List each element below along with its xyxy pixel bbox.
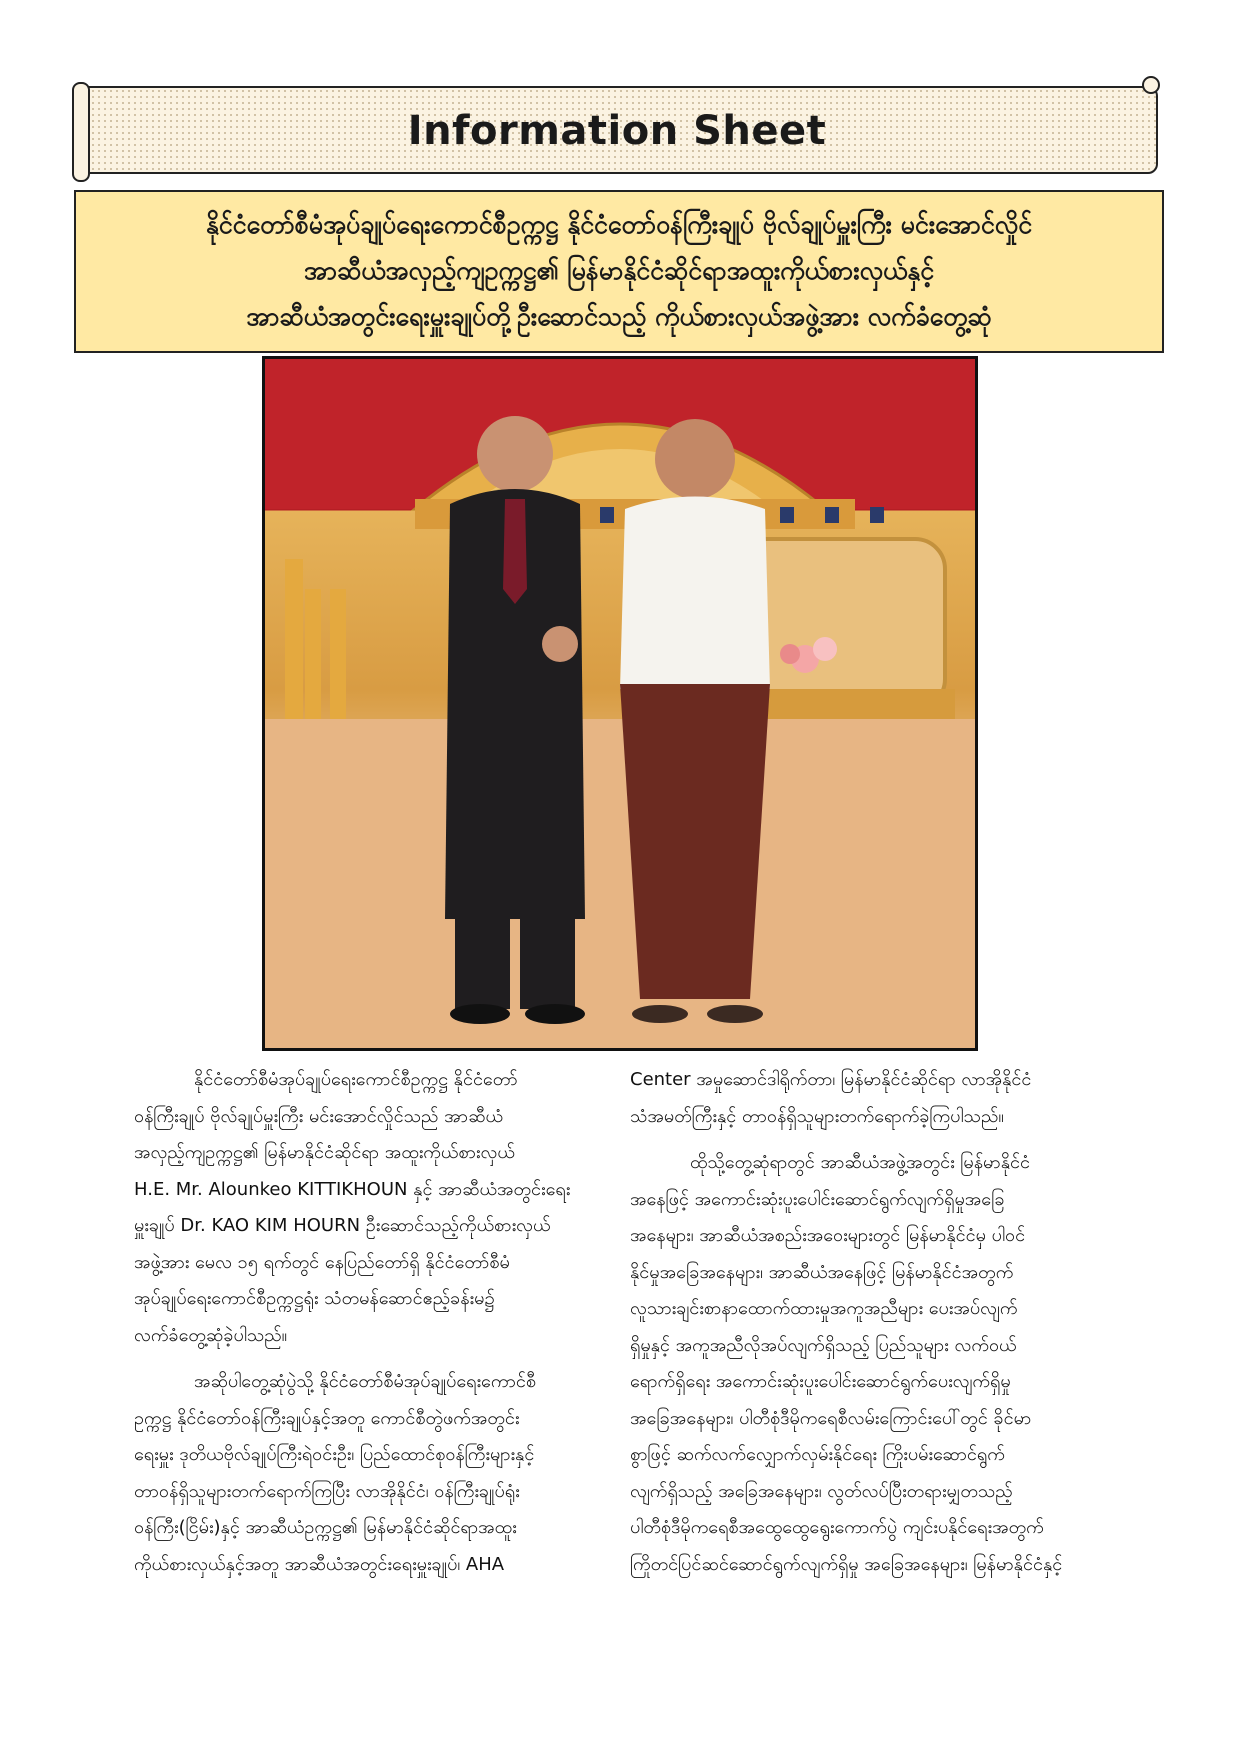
headline-line: နိုင်ငံတော်စီမံအုပ်ချုပ်ရေးကောင်စီဥက္ကဋ္ဌ နိုင်ငံတော်ဝန်ကြီးချုပ် ဗိုလ်ချုပ်မှူးကြီး မင်းအောင်လှိုင်: [205, 210, 1033, 239]
text-line: ပါတီစုံဒီမိုကရေစီအထွေထွေရွေးကောက်ပွဲ ကျင်းပနိုင်ရေးအတွက်: [630, 1517, 1044, 1538]
text-line: သံအမတ်ကြီးနှင့် တာဝန်ရှိသူများတက်ရောက်ခဲ့ကြပါသည်။: [630, 1105, 1004, 1127]
text-line: လျက်ရှိသည့် အခြေအနေများ၊ လွတ်လပ်ပြီးတရားမျှတသည့်: [630, 1480, 1013, 1502]
text-line: ရေးမှူး ဒုတိယဗိုလ်ချုပ်ကြီးရဲဝင်းဦး၊ ပြည်ထောင်စုဝန်ကြီးများနှင့်: [134, 1444, 535, 1465]
text-line: နိုင်ငံတော်စီမံအုပ်ချုပ်ရေးကောင်စီဥက္ကဋ္ဌ နိုင်ငံတော်: [194, 1069, 518, 1090]
text-line: ကိုယ်စားလှယ်နှင့်အတူ အာဆီယံအတွင်းရေးမှူးချုပ်၊ AHA: [134, 1553, 505, 1575]
paragraph: [134, 1062, 606, 1354]
text-line: ကြိုတင်ပြင်ဆင်ဆောင်ရွက်လျက်ရှိမှု အခြေအနေများ၊ မြန်မာနိုင်ငံနှင့်: [630, 1553, 1063, 1575]
text-line: အခြေအနေများ၊ ပါတီစုံဒီမိုကရေစီလမ်းကြောင်းပေါ်တွင် ခိုင်မာ: [630, 1407, 1032, 1429]
photo-illustration: [265, 359, 975, 1048]
scroll-curl-right: [1142, 76, 1160, 94]
text-line: ဝန်ကြီးချုပ် ဗိုလ်ချုပ်မှူးကြီး မင်းအောင်လှိုင်သည် အာဆီယံ: [134, 1105, 503, 1127]
text-line: နိုင်မှုအခြေအနေများ၊ အာဆီယံအနေဖြင့် မြန်မာနိုင်ငံအတွက်: [630, 1261, 1014, 1283]
headline-line: အာဆီယံအလှည့်ကျဥက္ကဋ္ဌ၏ မြန်မာနိုင်ငံဆိုင်ရာအထူးကိုယ်စားလှယ်နှင့်: [303, 256, 935, 285]
text-line: အဆိုပါတွေ့ဆုံပွဲသို့ နိုင်ငံတော်စီမံအုပ်ချုပ်ရေးကောင်စီ: [194, 1371, 536, 1392]
text-line: တာဝန်ရှိသူများတက်ရောက်ကြပြီး လာအိုနိုင်ငံ၊ ဝန်ကြီးချုပ်ရုံး: [134, 1480, 520, 1502]
text-line: လူသားချင်းစာနာထောက်ထားမှုအကူအညီများ ပေးအပ်လျက်: [630, 1298, 1018, 1319]
text-line: ဥက္ကဋ္ဌ နိုင်ငံတော်ဝန်ကြီးချုပ်နှင့်အတူ ကောင်စီတွဲဖက်အတွင်း: [134, 1407, 520, 1429]
text-line: H.E. Mr. Alounkeo KITTIKHOUN နှင့် အာဆီယံအတွင်းရေး: [134, 1178, 571, 1200]
text-line: မှူးချုပ် Dr. KAO KIM HOURN ဦးဆောင်သည့်ကိုယ်စားလှယ်: [134, 1215, 551, 1236]
text-line: ထိုသို့တွေ့ဆုံရာတွင် အာဆီယံအဖွဲ့အတွင်း မြန်မာနိုင်ငံ: [690, 1152, 1030, 1173]
page-title: Information Sheet: [407, 108, 827, 154]
paragraph: [630, 1145, 1102, 1583]
handshake-photo: [262, 356, 978, 1051]
text-line: အုပ်ချုပ်ရေးကောင်စီဥက္ကဋ္ဌရုံး သံတမန်ဆောင်ဧည့်ခန်းမ၌: [134, 1288, 495, 1309]
text-line: ရှိမှုနှင့် အကူအညီလိုအပ်လျက်ရှိသည့် ပြည်သူများ လက်ဝယ်: [630, 1334, 1017, 1356]
text-line: Center အမှုဆောင်ဒါရိုက်တာ၊ မြန်မာနိုင်ငံဆိုင်ရာ လာအိုနိုင်ငံ: [630, 1069, 1032, 1090]
text-line: အနေဖြင့် အကောင်းဆုံးပူးပေါင်းဆောင်ရွက်လျက်ရှိမှုအခြေ: [630, 1188, 1005, 1210]
paragraph: [630, 1062, 1102, 1135]
text-line: အလှည့်ကျဥက္ကဋ္ဌ၏ မြန်မာနိုင်ငံဆိုင်ရာ အထူးကိုယ်စားလှယ်: [134, 1142, 515, 1163]
text-line: ဝန်ကြီး(ငြိမ်း)နှင့် အာဆီယံဥက္ကဋ္ဌ၏ မြန်မာနိုင်ငံဆိုင်ရာအထူး: [134, 1517, 517, 1538]
text-line: အဖွဲ့အား မေလ ၁၅ ရက်တွင် နေပြည်တော်ရှိ နိုင်ငံတော်စီမံ: [134, 1251, 510, 1273]
text-line: ရောက်ရှိရေး အကောင်းဆုံးပူးပေါင်းဆောင်ရွက်ပေးလျက်ရှိမှု: [630, 1371, 1011, 1392]
text-line: လက်ခံတွေ့ဆုံခဲ့ပါသည်။: [134, 1324, 288, 1346]
title-banner: [76, 86, 1158, 174]
headline-box: [74, 190, 1164, 353]
headline-line: အာဆီယံအတွင်းရေးမှူးချုပ်တို့ဦးဆောင်သည့် ကိုယ်စားလှယ်အဖွဲ့အား လက်ခံတွေ့ဆုံ: [246, 302, 992, 331]
body-column-right: [630, 1062, 1102, 1593]
paragraph: [134, 1364, 606, 1583]
text-line: အနေများ၊ အာဆီယံအစည်းအဝေးများတွင် မြန်မာနိုင်ငံမှ ပါဝင်: [630, 1225, 1026, 1246]
body-column-left: [134, 1062, 606, 1593]
text-line: စွာဖြင့် ဆက်လက်လျှောက်လှမ်းနိုင်ရေး ကြိုးပမ်းဆောင်ရွက်: [630, 1444, 1005, 1465]
